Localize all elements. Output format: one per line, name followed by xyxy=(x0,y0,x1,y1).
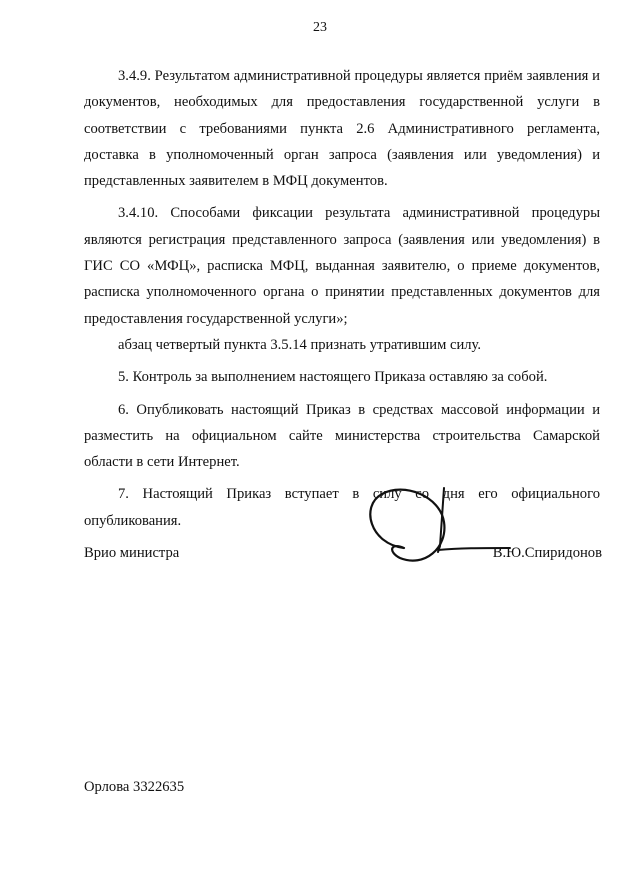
paragraph-3-4-10: 3.4.10. Способами фиксации результата административной процедуры являются регистрация представленного запроса (заявления или уведомления) в ГИС СО «МФЦ», расписка МФЦ, выданная заявителю, о приеме документов, расписка уполномоченного органа о принятии представленных документов для предоставления государственной услуги»; xyxy=(84,205,600,327)
paragraph-item-5: 5. Контроль за выполнением настоящего Приказа оставляю за собой. xyxy=(118,369,548,386)
paragraph-abzac-3-5-14: абзац четвертый пункта 3.5.14 признать утратившим силу. xyxy=(118,336,482,353)
paragraph-item-6: 6. Опубликовать настоящий Приказ в средствах массовой информации и разместить на официальном сайте министерства строительства Самарской области в сети Интернет. xyxy=(84,401,600,471)
executor-footer: Орлова 3322635 xyxy=(84,779,185,795)
signatory-position: Врио министра xyxy=(84,545,180,561)
paragraph-item-7: 7. Настоящий Приказ вступает в силу со дня его официального опубликования. xyxy=(84,486,600,529)
paragraph-3-4-9: 3.4.9. Результатом административной процедуры является приём заявления и документов, необходимых для предоставления государственной услуги в соответствии с требованиями пункта 2.6 Административного регламента, доставка в уполномоченный орган запроса (заявления или уведомления) и представленных заявителем в МФЦ документов. xyxy=(84,68,600,190)
page-number: 23 xyxy=(313,20,327,35)
document-body xyxy=(84,63,600,540)
signatory-name: В.Ю.Спиридонов xyxy=(492,545,602,561)
